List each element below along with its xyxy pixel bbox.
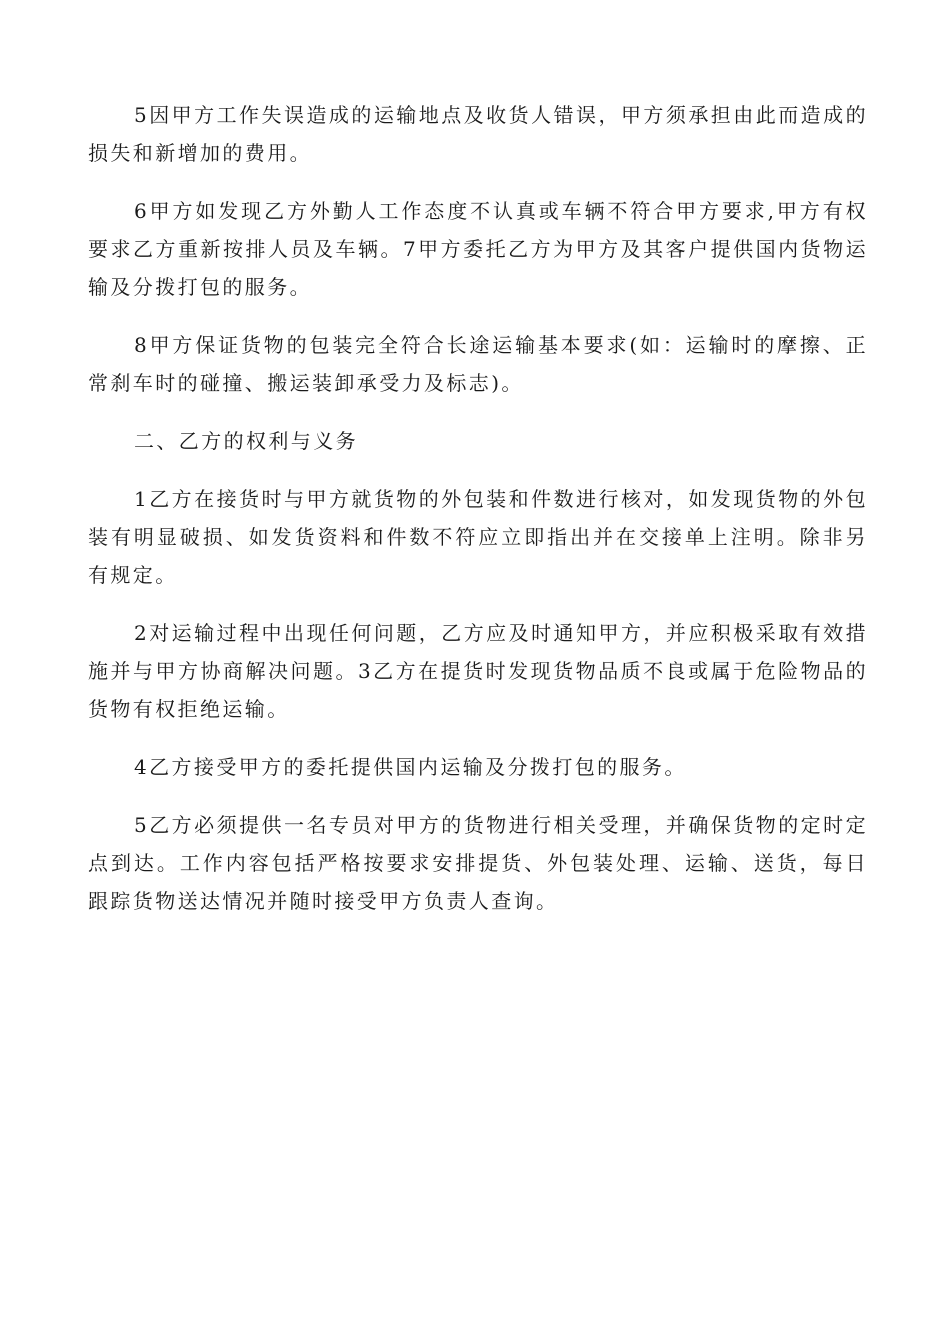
paragraph-item-6-7-personnel-and-service: 6甲方如发现乙方外勤人工作态度不认真或车辆不符合甲方要求,甲方有权要求乙方重新按排人员及车辆。7甲方委托乙方为甲方及其客户提供国内货物运输及分拨打包的服务。 — [88, 199, 868, 299]
section-heading-party-b-rights: 二、乙方的权利与义务 — [134, 429, 358, 453]
paragraph-item-5-dedicated-staff: 5乙方必须提供一名专员对甲方的货物进行相关受理，并确保货物的定时定点到达。工作内容包括严格按要求安排提货、外包装处理、运输、送货，每日跟踪货物送达情况并随时接受甲方负责人查询。 — [88, 813, 868, 913]
document-page — [88, 96, 868, 940]
paragraph-item-5-error-liability: 5因甲方工作失误造成的运输地点及收货人错误，甲方须承担由此而造成的损失和新增加的费用。 — [88, 103, 868, 165]
paragraph-item-4-acceptance: 4乙方接受甲方的委托提供国内运输及分拨打包的服务。 — [134, 755, 687, 779]
paragraph-item-8-packaging: 8甲方保证货物的包装完全符合长途运输基本要求(如：运输时的摩擦、正常刹车时的碰撞、搬运装卸承受力及标志)。 — [88, 333, 868, 395]
paragraph-item-1-inspection: 1乙方在接货时与甲方就货物的外包装和件数进行核对，如发现货物的外包装有明显破损、如发货资料和件数不符应立即指出并在交接单上注明。除非另有规定。 — [88, 487, 868, 587]
paragraph-item-2-3-problems-and-refusal: 2对运输过程中出现任何问题，乙方应及时通知甲方，并应积极采取有效措施并与甲方协商解决问题。3乙方在提货时发现货物品质不良或属于危险物品的货物有权拒绝运输。 — [88, 621, 868, 721]
